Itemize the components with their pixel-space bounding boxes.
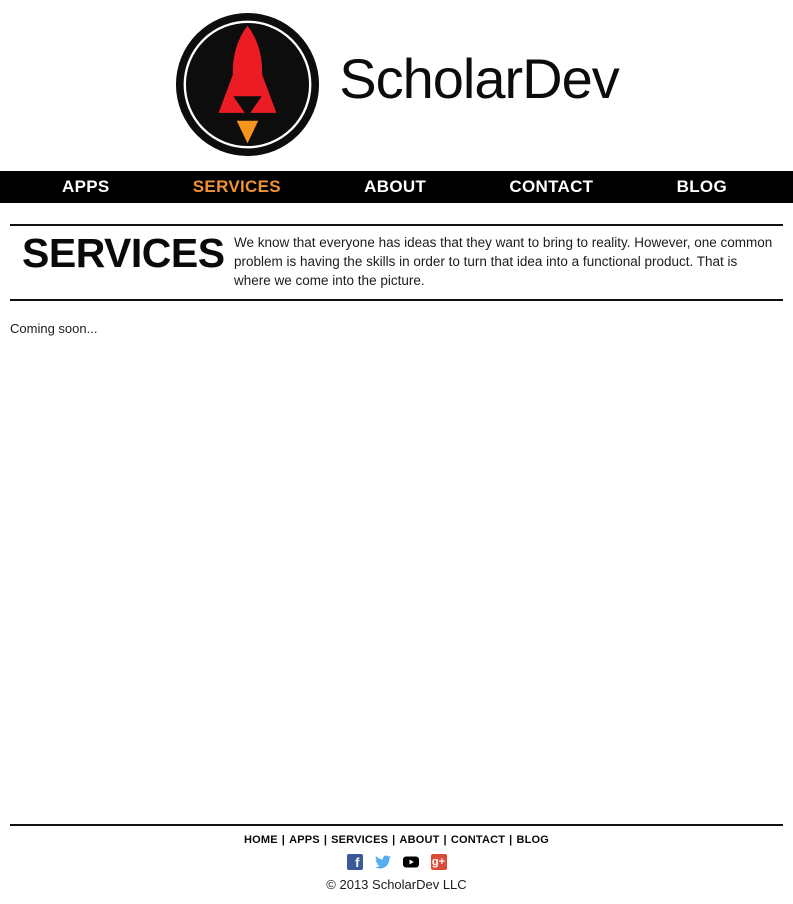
nav-item-services[interactable]: SERVICES [192,177,281,196]
google-plus-icon[interactable]: g+ [431,854,447,870]
twitter-icon[interactable] [375,854,391,870]
footer-link-contact[interactable]: CONTACT [450,834,506,846]
copyright-text: © 2013 ScholarDev LLC [326,877,467,892]
footer-separator: | [509,834,513,846]
site-header [0,0,793,158]
footer-link-services[interactable]: SERVICES [331,834,389,846]
page-heading-band [10,224,783,301]
page-title: SERVICES [22,230,225,276]
footer-divider [10,824,783,826]
nav-item-apps[interactable]: APPS [62,177,110,196]
nav-item-blog[interactable]: BLOG [676,177,727,196]
footer-link-apps[interactable]: APPS [289,834,320,846]
footer-separator: | [281,834,286,846]
footer-link-about[interactable]: ABOUT [399,834,440,846]
footer-link-blog[interactable]: BLOG [516,834,550,846]
footer-separator: | [323,834,328,846]
brand-name: ScholarDev [339,47,619,110]
youtube-icon[interactable] [403,854,419,870]
nav-item-about[interactable]: ABOUT [364,177,427,196]
brand-logo[interactable] [174,11,321,158]
page-intro-text: We know that everyone has ideas that they want to bring to reality. However, one common problem is having the skills in order to turn that idea into a functional product. That is where we come into the picture. [234,235,773,288]
site-footer [0,824,793,904]
footer-link-home[interactable]: HOME [243,834,278,846]
facebook-icon[interactable]: f [347,854,363,870]
main-nav [0,171,793,203]
footer-separator: | [392,834,396,846]
footer-links [0,834,793,846]
nav-item-contact[interactable]: CONTACT [509,177,594,196]
rocket-logo-icon [174,11,321,158]
footer-separator: | [443,834,447,846]
main-content [0,301,793,336]
coming-soon-text: Coming soon... [10,321,98,336]
social-icons-row [0,854,793,870]
